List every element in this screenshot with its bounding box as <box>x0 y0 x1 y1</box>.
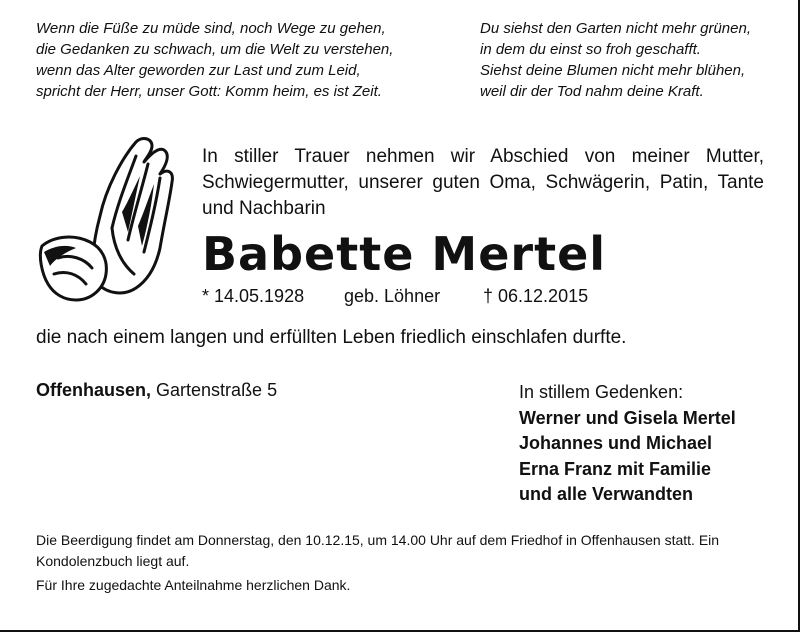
mourner-name: Johannes und Michael <box>519 433 713 453</box>
poem-line: Wenn die Füße zu müde sind, noch Wege zu gehen, <box>36 20 386 37</box>
poem-left <box>36 18 393 102</box>
poem-line: weil dir der Tod nahm deine Kraft. <box>480 83 704 100</box>
poem-line: Siehst deine Blumen nicht mehr blühen, <box>480 62 746 79</box>
poem-line: Du siehst den Garten nicht mehr grünen, <box>480 20 751 37</box>
intro-text: In stiller Trauer nehmen wir Abschied von meiner Mutter, Schwiegermutter, unserer guten Oma, Schwägerin, Patin, Tante und Nachbarin <box>202 146 764 219</box>
address-place: Offenhausen, <box>36 380 152 400</box>
maiden-name: geb. Löhner <box>344 286 441 306</box>
deceased-name: Babette Mertel <box>202 227 607 281</box>
birth-date: * 14.05.1928 <box>202 286 305 306</box>
address <box>36 380 277 401</box>
poem-line: spricht der Herr, unser Gott: Komm heim, es ist Zeit. <box>36 83 382 100</box>
thanks-text: Für Ihre zugedachte Anteilnahme herzlichen Dank. <box>36 577 351 593</box>
passed-text: die nach einem langen und erfüllten Leben friedlich einschlafen durfte. <box>36 327 627 348</box>
address-street: Gartenstraße 5 <box>156 380 278 400</box>
poem-line: die Gedanken zu schwach, um die Welt zu verstehen, <box>36 41 394 58</box>
poem-line: in dem du einst so froh geschafft. <box>480 41 701 58</box>
poem-line: wenn das Alter geworden zur Last und zum Leid, <box>36 62 361 79</box>
mourners-heading: In stillem Gedenken: <box>519 382 684 402</box>
funeral-info: Die Beerdigung findet am Donnerstag, den 10.12.15, um 14.00 Uhr auf dem Friedhof in Offenhausen statt. Ein Kondolenzbuch liegt auf. <box>36 532 720 569</box>
mourner-name: Erna Franz mit Familie <box>519 458 712 479</box>
mourners <box>519 380 736 508</box>
praying-hands-icon <box>36 128 182 304</box>
death-date: † 06.12.2015 <box>483 286 589 306</box>
poem-right <box>480 18 751 102</box>
mourner-name: und alle Verwandten <box>519 484 694 504</box>
mourner-name: Werner und Gisela Mertel <box>519 407 736 428</box>
